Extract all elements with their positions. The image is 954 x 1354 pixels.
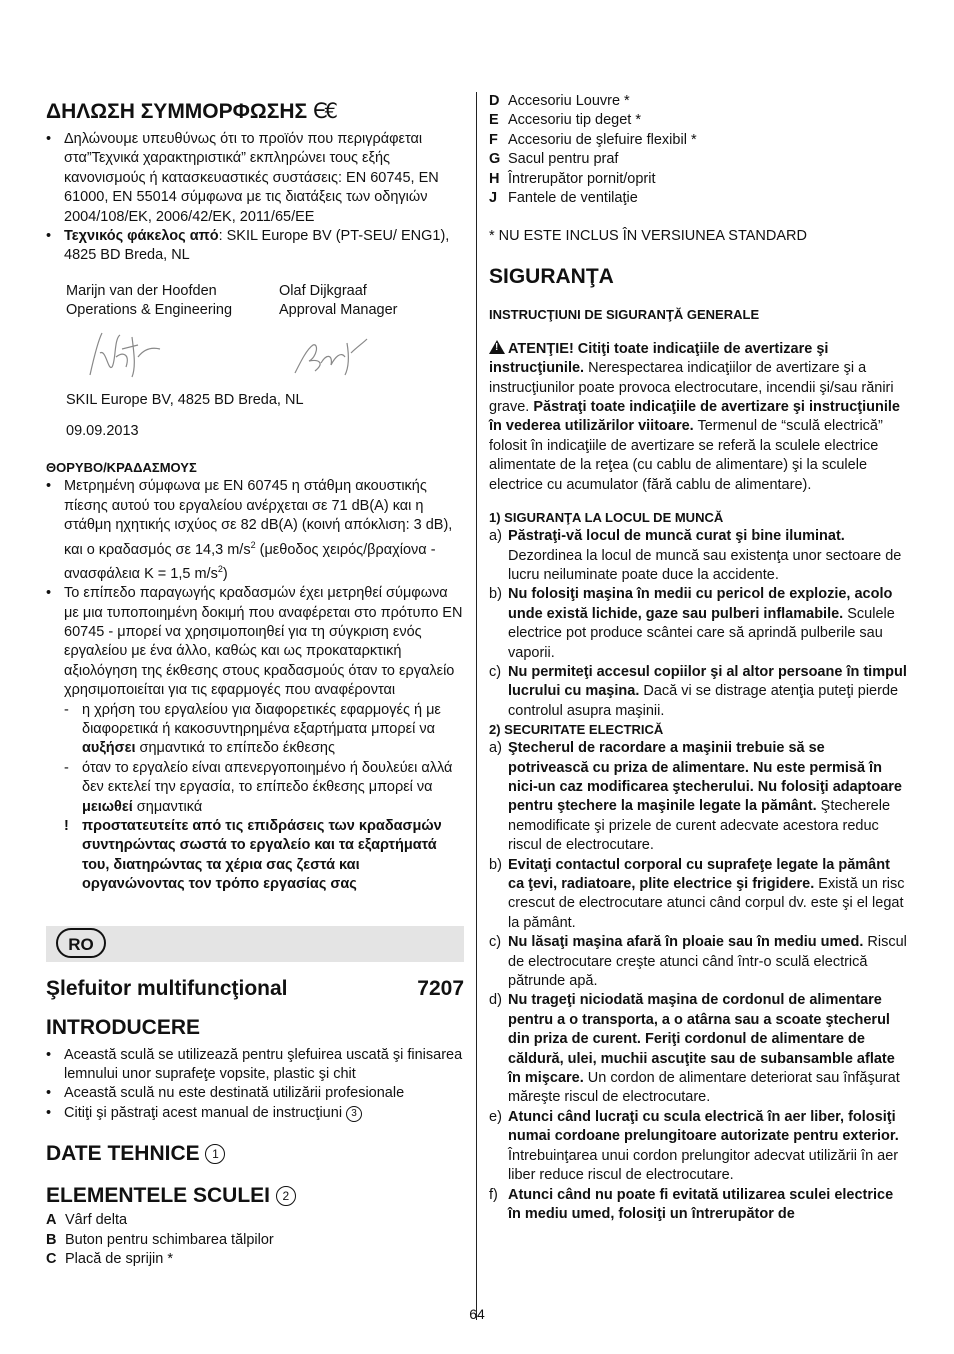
list-item: • Această sculă nu este destinată utilizării profesionale [46,1084,464,1103]
list-item: b) Evitaţi contactul corporal cu suprafeţe legate la pământ ca ţevi, radiatoare, plite electrice şi frigidere. Există un risc crescut de electrocutare atunci când corpul dv. este şi el legat la pământ. [489,856,905,931]
workplace-safety-heading: 1) SIGURANŢA LA LOCUL DE MUNCĂ [489,510,724,526]
list-item: d) Nu trageţi niciodată maşina de cordonul de alimentare pentru a o transporta, a o atârna sau a scoate ştecherul din priza de curent. Feriţi cordonul de alimentare de căldură, ulei, muchii ascuţite sau de subansamble aflate în mişcare. Un cordon de alimentare deteriorat sau înfăşurat măreşte riscul de electrocutare. [489,992,900,1106]
signature-icon [86,327,166,381]
list-item: D Accesoriu Louvre * [489,93,630,109]
language-badge: RO [56,928,106,958]
not-included-note: * NU ESTE INCLUS ÎN VERSIUNEA STANDARD [489,228,807,245]
workplace-safety-list [489,527,907,721]
list-item: e) Atunci când lucraţi cu scula electrică în aer liber, folosiţi numai cordoane prelungitoare autorizate pentru exterior. Întrebuinţarea unui cordon prelungitor adecvat utilizării în aer liber reduce riscul de electrocutare. [489,1108,899,1184]
list-item: a) Păstraţi-vă locul de muncă curat şi bine iluminat. Dezordinea la locul de muncă sau existenţa unor sectoare de lucru neiluminate poate duce la accidente. [489,528,902,583]
noise-heading: ΘΟΡΥΒΟ/ΚΡΑΔΑΣΜΟΥΣ [46,460,197,476]
elements-list [489,92,907,208]
figure-ref: 2 [276,1186,296,1206]
declaration-title: ΔΗΛΩΣΗ ΣΥΜΜΟΡΦΩΣΗΣ Є€ [46,99,335,123]
tech-data-heading: DATE TEHNICE 1 [46,1141,464,1167]
left-column [46,92,464,1270]
list-item: b) Nu folosiţi maşina în medii cu pericol de explozie, acolo unde există lichide, gaze sau pulberi inflamabile. Sculele electrice pot produce scântei care să aprindă pulberile sau vaporii. [489,586,895,661]
list-item: • Această sculă se utilizează pentru şlefuirea uscată şi finisarea lemnului unor suprafeţe vopsite, plastic şi chit [46,1046,464,1085]
signatory-name: Marijn van der Hoofden [66,282,217,299]
signature-icon [291,333,371,379]
vibration-warning: ! προστατευτείτε από τις επιδράσεις των κραδασμών συντηρώντας σωστά το εργαλείο και τα εξαρτήματά του, διατηρώντας τα χέρια σας ζεστά και οργανώνοντας τον τρόπο εργασίας σας [64,818,442,893]
list-item: • Μετρημένη σύμφωνα με EN 60745 η στάθμη ακουστικής πίεσης αυτού του εργαλείου ανέρχεται σε 71 dB(A) και η στάθμη ηχητικής ισχύος σε 82 dB(A) (κοινή απόκλιση: 3 dB), και ο κραδασμός σε 14,3 $m/s^2$ (μεθοδος χειρός/βραχίονα - ανασφάλεια K = 1,5 $m/s^2$) [46,477,464,584]
list-item: • Δηλώνουμε υπευθύνως ότι το προϊόν που περιγράφεται στα”Τεχνικά χαρακτηριστικά” εκπληρώνει τους εξής κανονισμούς ή κατασκευαστικές συστάσεις: EN 60745, EN 61000, EN 55014 σύμφωνα με τις διατάξεις των οδηγιών 2004/108/EK, 2006/42/EK, 2011/65/EE [46,130,464,227]
elements-heading: ELEMENTELE SCULEI 2 [46,1183,464,1209]
signatories [46,282,464,321]
signatory-name: Olaf Dijkgraaf [279,282,367,299]
general-instructions-heading: INSTRUCŢIUNI DE SIGURANŢĂ GENERALE [489,306,760,322]
list-item: • Το επίπεδο παραγωγής κραδασμών έχει μετρηθεί σύμφωνα με μια τυποποιημένη δοκιμή που αναφέρεται στο πρότυπο EN 60745 - μπορεί να χρησιμοποιηθεί για τη σύγκριση ενός εργαλείου με ένα άλλο, καθώς και ως προκαταρκτική αξιολόγηση της έκθεσης στους κραδασμούς όταν το εργαλείο χρησιμοποιείται για τις εφαρμογές που αναφέρονται [46,584,464,700]
general-warning: !ATENŢIE! Citiţi toate indicaţiile de avertizare şi instrucţiunile. Nerespectarea indicaţiilor de avertizare şi a instrucţiunilor poate provoca electrocutare, incendii şi/sau răniri grave. Păstraţi toate indicaţiile de avertizare şi instrucţiunile în vederea utilizărilor viitoare. Termenul de “sculă electrică” folosit în indicaţiile de avertizare se referă la sculele electrice alimentate de la reţea (cu cablu de alimentare) şi la sculele electrice cu acumulator (fără cablu de alimentare). [489,340,907,495]
list-item: H Întrerupător pornit/oprit [489,170,656,187]
declaration-date: 09.09.2013 [66,423,139,440]
list-item: • Citiţi şi păstraţi acest manual de instrucţiuni 3 [46,1104,464,1123]
list-item: G Sacul pentru praf [489,151,619,168]
noise-list [46,477,464,700]
company-address: SKIL Europe BV, 4825 BD Breda, NL [66,391,304,408]
warning-triangle-icon [489,340,505,354]
product-model: 7207 [417,976,464,1000]
intro-list [46,1046,464,1124]
list-item: C Placă de sprijin * [46,1251,173,1268]
list-item: c) Nu permiteţi accesul copiilor şi al altor persoane în timpul lucrului cu maşina. Dacă vi se distrage atenţia puteţi pierde controlul asupra maşinii. [489,663,907,719]
language-bar [46,926,464,962]
safety-heading: SIGURANŢA [489,264,614,288]
list-item: B Buton pentru schimbarea tălpilor [46,1231,274,1248]
product-title [46,976,464,1002]
right-column [489,92,907,1224]
product-name: Şlefuitor multifuncţional [46,976,288,1000]
list-item: - όταν το εργαλείο είναι απενεργοποιημένο ή δουλεύει αλλά δεν εκτελεί την εργασία, το επίπεδο έκθεσης μπορεί να μειωθεί σημαντικά [64,759,453,815]
list-item: f) Atunci când nu poate fi evitată utilizarea sculei electrice în mediu umed, folosiţi un întrerupător de [489,1186,894,1222]
list-item: E Accesoriu tip deget * [489,112,641,129]
list-item: F Accesoriu de şlefuire flexibil * [489,131,697,148]
column-divider [476,92,477,1320]
elements-list [46,1211,464,1269]
list-item: • Τεχνικός φάκελος από: SKIL Europe BV (PT-SEU/ ENG1), 4825 BD Breda, NL [46,227,464,266]
page-number: 64 [469,1306,485,1322]
figure-ref: 3 [346,1106,362,1122]
electrical-safety-heading: 2) SECURITATE ELECTRICĂ [489,722,664,738]
signatures [46,323,464,385]
intro-heading: INTRODUCERE [46,1015,201,1039]
list-item: A Vârf delta [46,1212,128,1229]
ce-mark-icon: Є€ [312,99,335,123]
list-item: J Fantele de ventilaţie [489,190,638,207]
list-item: - η χρήση του εργαλείου για διαφορετικές εφαρμογές ή με διαφορετικά ή κακοσυντηρημένα εξαρτήματα μπορεί να αυξήσει σημαντικά το επίπεδο έκθεσης [64,701,441,757]
electrical-safety-list [489,739,907,1224]
figure-ref: 1 [205,1144,225,1164]
signatory-role: Operations & Engineering [66,302,233,319]
signatory-role: Approval Manager [279,302,398,319]
list-item: a) Ştecherul de racordare a maşinii trebuie să se potrivească cu priza de alimentare. Nu este permisă în nici-un caz modificarea ştecherului. Nu folosiţi adaptoare pentru ştechere la maşinile legate la pământ. Ştecherele nemodificate şi prizele de curent adecvate acestora reduc riscul de electrocutare. [489,740,902,854]
declaration-list [46,130,464,266]
list-item: c) Nu lăsaţi maşina afară în ploaie sau în mediu umed. Riscul de electrocutare creşte atunci când într-o sculă electrică pătrunde apă. [489,934,907,990]
